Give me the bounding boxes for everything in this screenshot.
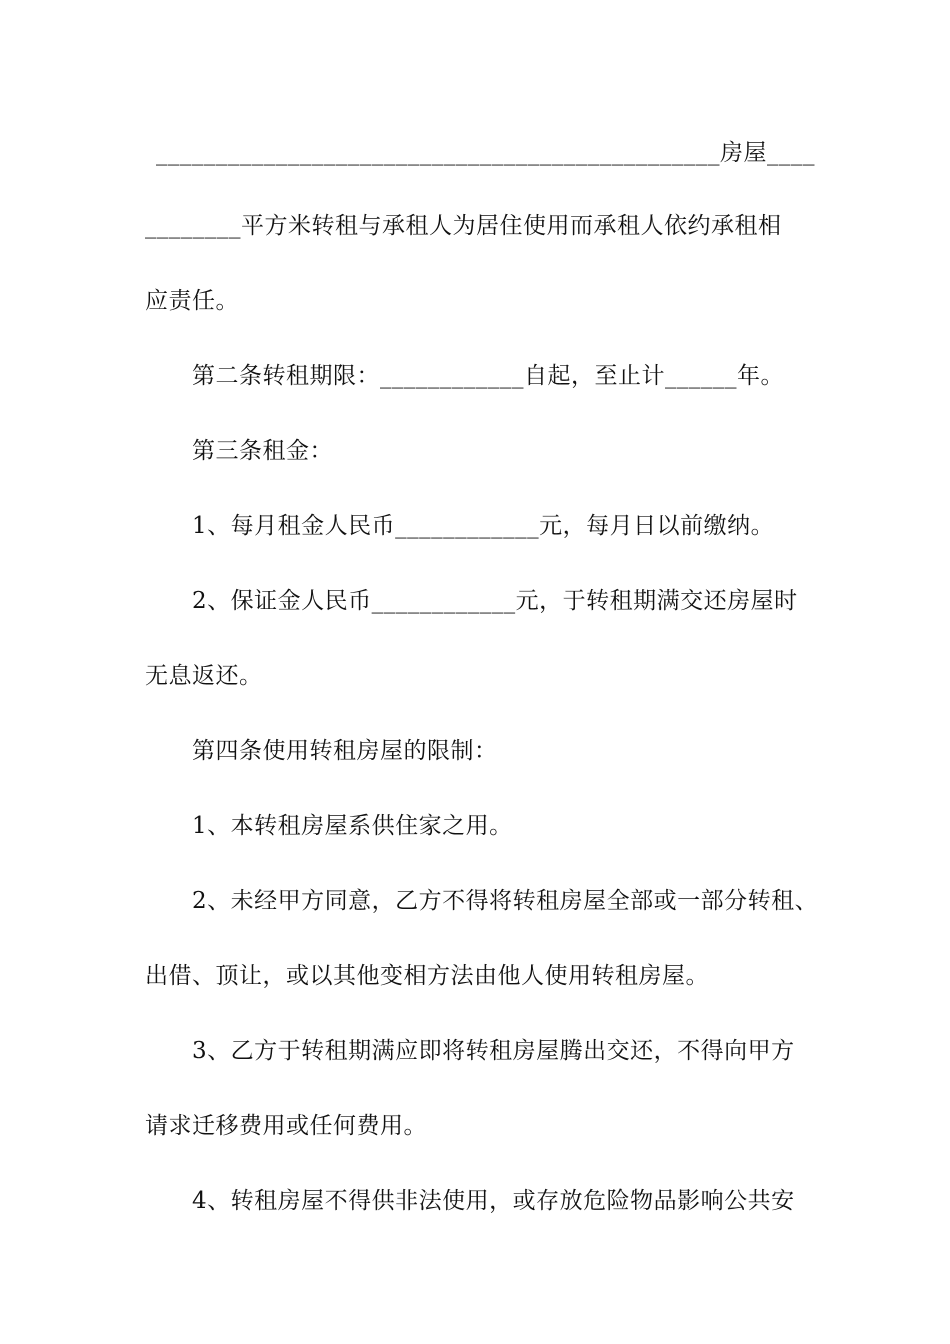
clause-3-item-2-cont: 无息返还。 xyxy=(145,663,263,689)
clause-3-item-1: 1、每月租金人民币____________元，每月日以前缴纳。 xyxy=(192,513,775,539)
clause-4-item-3: 3、乙方于转租期满应即将转租房屋腾出交还，不得向甲方 xyxy=(192,1038,795,1064)
clause-4-item-3-cont: 请求迁移费用或任何费用。 xyxy=(145,1113,427,1139)
text-line-2: ________平方米转租与承租人为居住使用而承租人依约承租相 xyxy=(145,213,782,239)
clause-4-item-2-cont: 出借、顶让，或以其他变相方法由他人使用转租房屋。 xyxy=(145,963,709,989)
text-line-3: 应责任。 xyxy=(145,288,239,314)
clause-3-item-2: 2、保证金人民币____________元，于转租期满交还房屋时 xyxy=(192,588,798,614)
clause-4-heading: 第四条使用转租房屋的限制： xyxy=(192,738,498,764)
clause-4-item-1: 1、本转租房屋系供住家之用。 xyxy=(192,813,513,839)
clause-4-item-2: 2、未经甲方同意，乙方不得将转租房屋全部或一部分转租、 xyxy=(192,888,819,914)
text-line-1: _______________________________________________房屋____ xyxy=(156,140,815,166)
clause-3-heading: 第三条租金： xyxy=(192,438,333,464)
clause-4-item-4: 4、转租房屋不得供非法使用，或存放危险物品影响公共安 xyxy=(192,1188,795,1214)
clause-2-term: 第二条转租期限：____________自起，至止计______年。 xyxy=(192,363,784,389)
